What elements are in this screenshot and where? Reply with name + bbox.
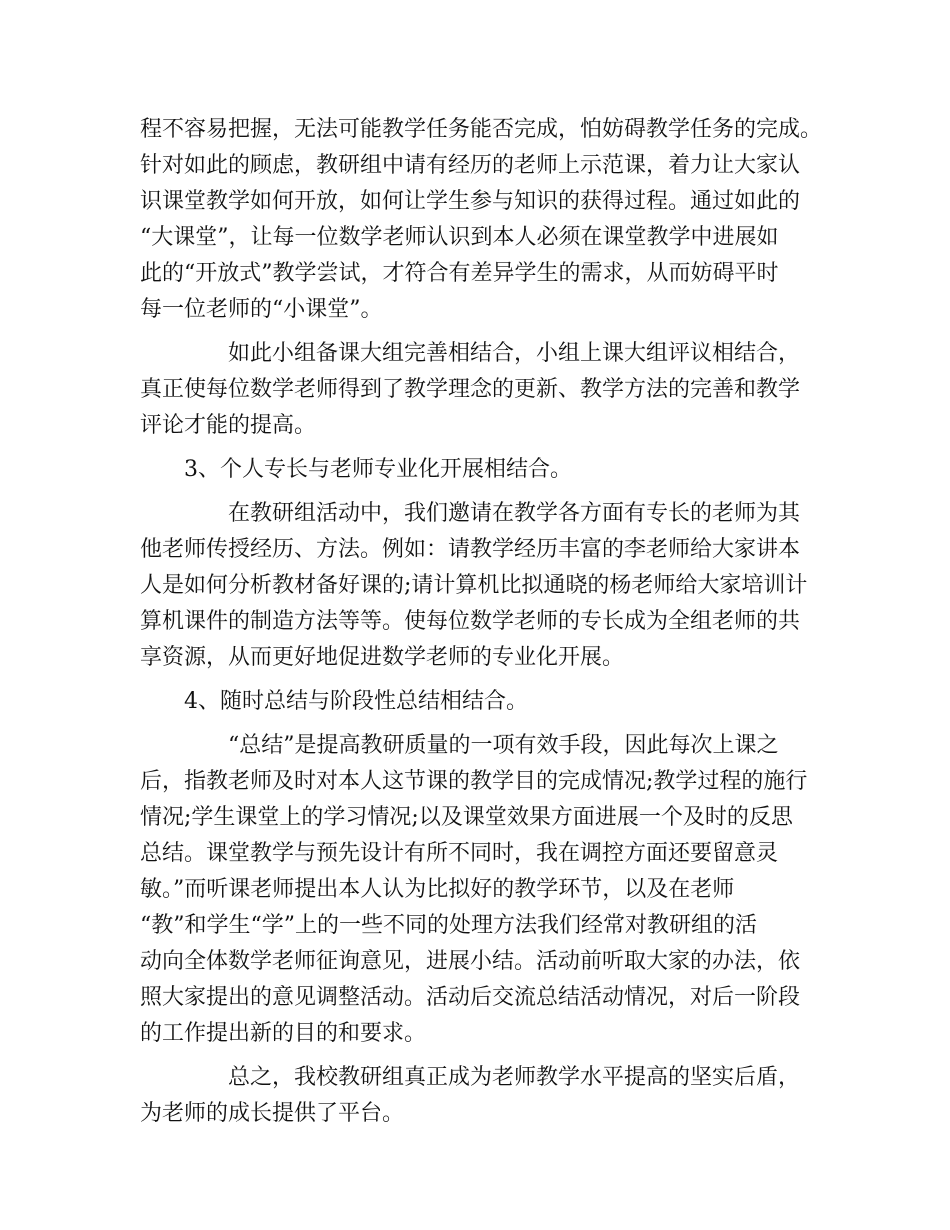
text-line: 识课堂教学如何开放，如何让学生参与知识的获得过程。通过如此的 [140,189,801,214]
text-line: 真正使每位数学老师得到了教学理念的更新、教学方法的完善和教学 [140,377,801,402]
section-heading-3: 3、个人专长与老师专业化开展相结合。 [184,457,572,482]
text-line: 的工作提出新的目的和要求。 [140,1021,427,1046]
text-line: 每一位老师的“小课堂”。 [140,297,383,322]
text-line: 照大家提出的意见调整活动。活动后交流总结活动情况，对后一阶段 [140,985,801,1010]
text-line: 后，指教老师及时对本人这节课的教学目的完成情况;教学过程的施行 [140,769,808,794]
text-line: 总之，我校教研组真正成为老师教学水平提高的坚实后盾， [228,1065,801,1090]
paragraph-gap [140,444,830,452]
text-line: 动向全体数学老师征询意见，进展小结。活动前听取大家的办法，依 [140,949,801,974]
paragraph-gap [140,488,830,496]
text-line: 他老师传授经历、方法。例如：请教学经历丰富的李老师给大家讲本 [140,537,801,562]
text-line: 此的“开放式”教学尝试，才符合有差异学生的需求，从而妨碍平时 [140,261,779,286]
text-line: “教”和学生“学”上的一些不同的处理方法我们经常对教研组的活 [140,913,757,938]
paragraph-open-classroom [140,112,830,328]
paragraph-expertise-sharing [140,496,830,676]
text-line: 敏。”而听课老师提出本人认为比拟好的教学环节，以及在老师 [140,877,735,902]
document-page [140,112,830,1132]
text-line: “总结”是提高教研质量的一项有效手段，因此每次上课之 [228,733,779,758]
text-line: 针对如此的顾虑，教研组中请有经历的老师上示范课，着力让大家认 [140,153,801,178]
text-line: 人是如何分析教材备好课的;请计算机比拟通晓的杨老师给大家培训计 [140,573,808,598]
paragraph-gap [140,720,830,728]
paragraph-gap [140,676,830,684]
section-heading-4: 4、随时总结与阶段性总结相结合。 [184,689,528,714]
text-line: “大课堂”，让每一位数学老师认识到本人必须在课堂教学中进展如 [140,225,779,250]
paragraph-summary-reflection [140,728,830,1052]
text-line: 如此小组备课大组完善相结合，小组上课大组评议相结合， [228,341,801,366]
text-line: 情况;学生课堂上的学习情况;以及课堂效果方面进展一个及时的反思 [140,805,793,830]
text-line: 在教研组活动中，我们邀请在教学各方面有专长的老师为其 [228,501,801,526]
paragraph-gap [140,1052,830,1060]
text-line: 总结。课堂教学与预先设计有所不同时，我在调控方面还要留意灵 [140,841,779,866]
text-line: 享资源，从而更好地促进数学老师的专业化开展。 [140,645,625,670]
text-line: 算机课件的制造方法等等。使每位数学老师的专长成为全组老师的共 [140,609,801,634]
text-line: 为老师的成长提供了平台。 [140,1101,405,1126]
paragraph-group-lesson-prep [140,336,830,444]
paragraph-conclusion [140,1060,830,1132]
text-line: 评论才能的提高。 [140,413,317,438]
text-line: 程不容易把握，无法可能教学任务能否完成，怕妨碍教学任务的完成。 [140,117,823,142]
paragraph-gap [140,328,830,336]
